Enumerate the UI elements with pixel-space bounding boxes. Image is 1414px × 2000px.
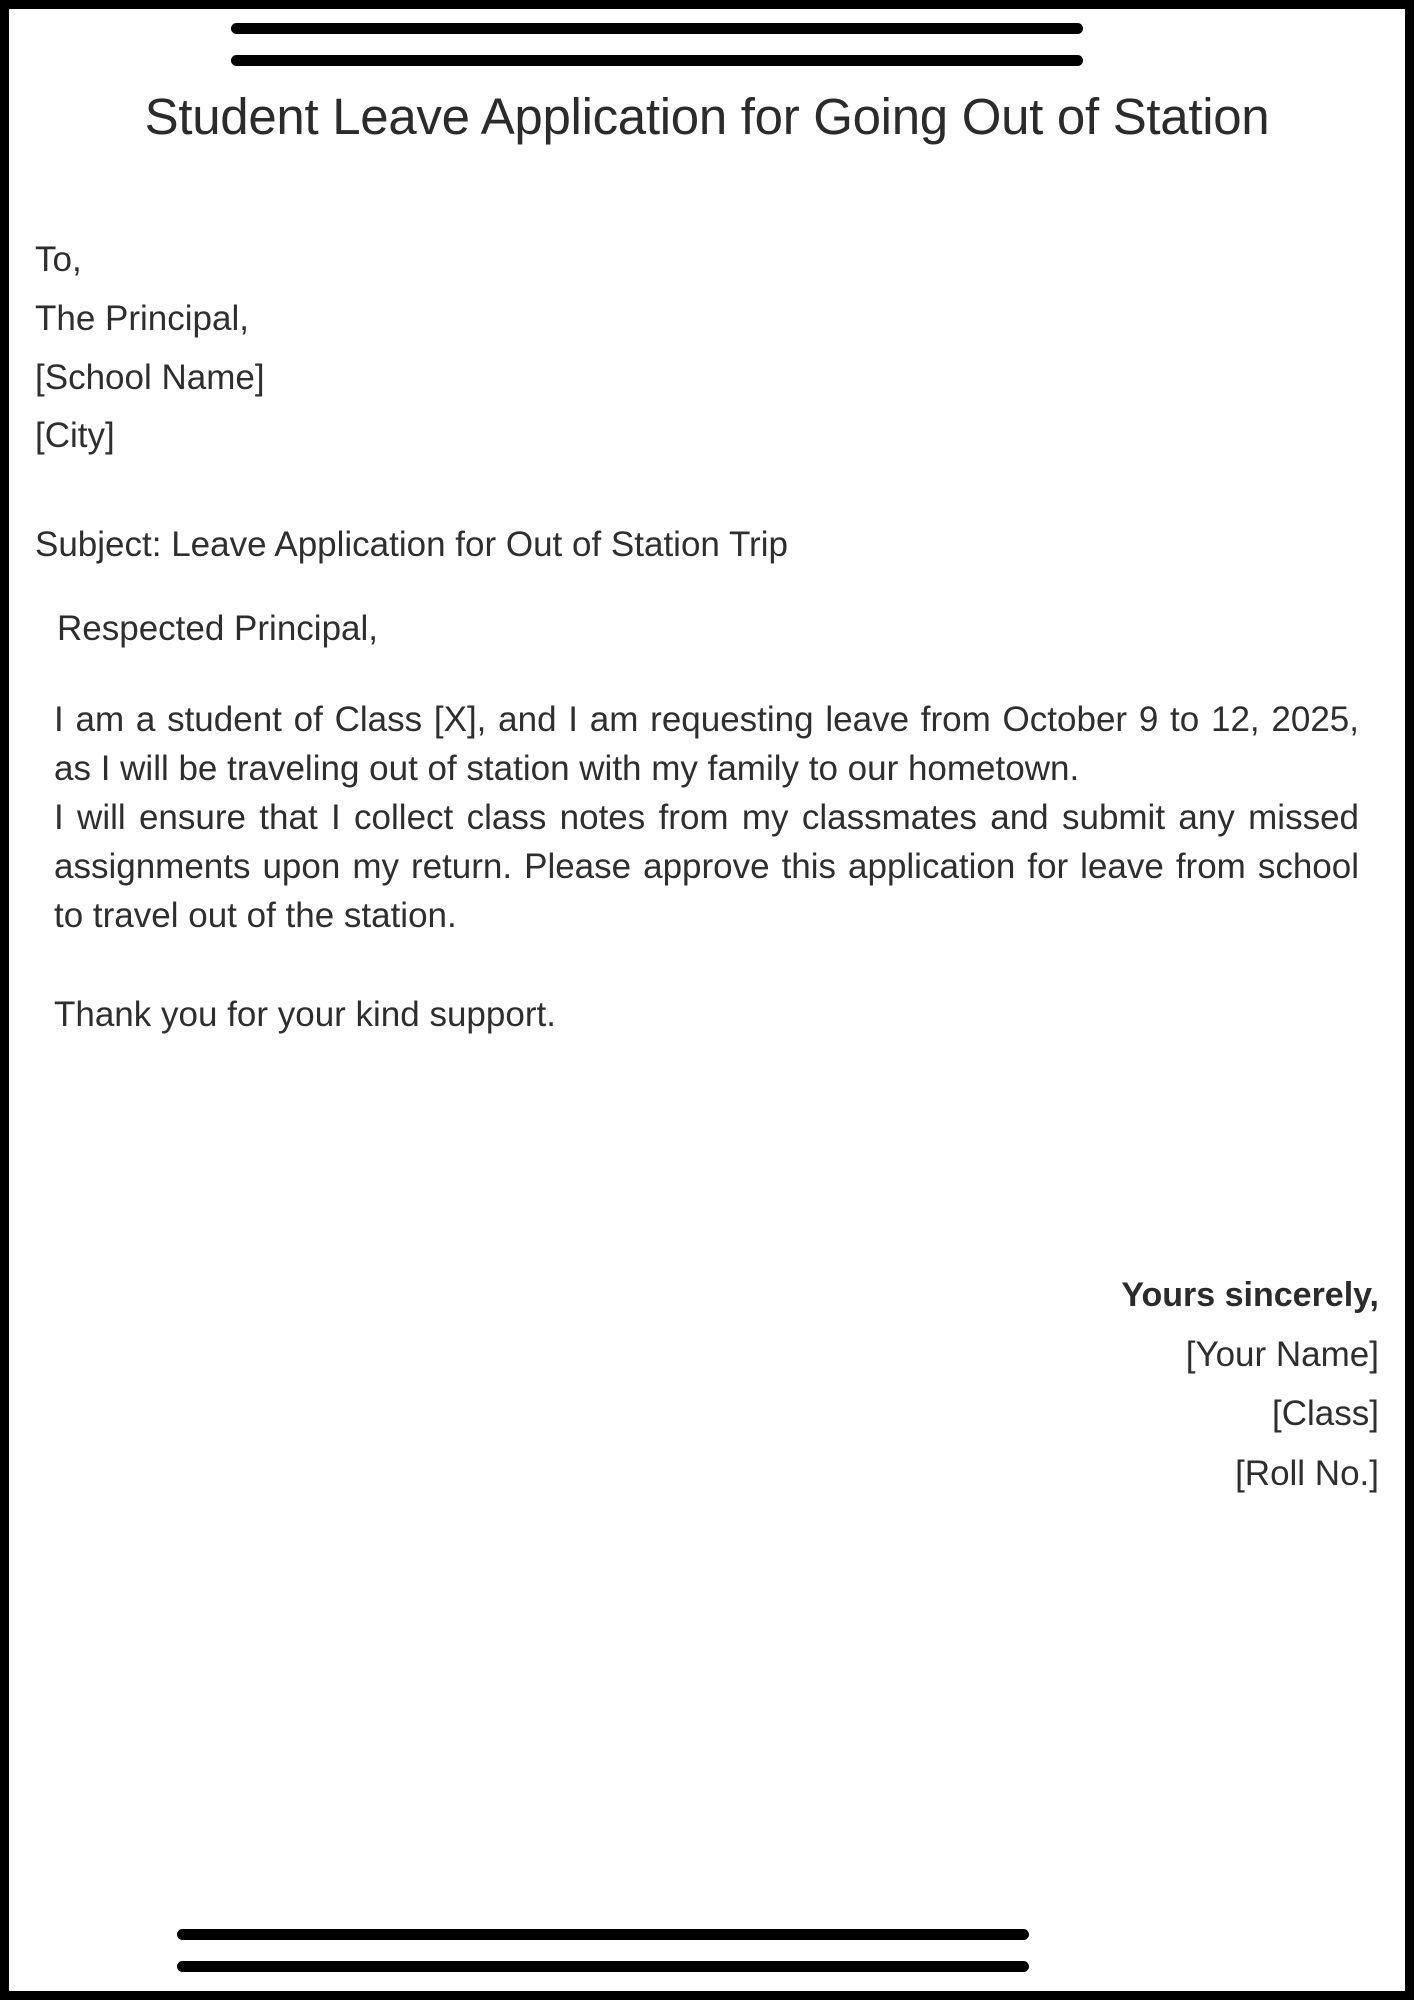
page-title: Student Leave Application for Going Out of Station [144,88,1270,145]
top-rule-2 [231,55,1083,66]
closing-thanks: Thank you for your kind support. [54,995,556,1035]
subject-line: Subject: Leave Application for Out of Station Trip [35,525,788,565]
bottom-rule-1 [177,1929,1029,1940]
signature-class: [Class] [1272,1394,1379,1434]
top-rule-1 [231,23,1083,34]
top-decorative-rules [231,23,1083,66]
recipient-to-label: To, [35,240,82,279]
salutation: Respected Principal, [57,608,378,648]
signature-block [1121,1267,1379,1503]
body-paragraph-1: I am a student of Class [X], and I am requesting leave from October 9 to 12, 2025, as I will be traveling out of station with my family to our hometown. [54,700,1359,789]
spacer-after-address [35,466,1379,522]
signature-roll-no: [Roll No.] [1235,1453,1379,1493]
body-paragraph-2: I will ensure that I collect class notes from my classmates and submit any missed assignments upon my return. Please approve this application for leave from school to travel out of the station. [54,798,1359,936]
letter-body [35,231,1379,1038]
recipient-designation: The Principal, [35,298,249,338]
recipient-school-name: [School Name] [35,357,265,397]
recipient-city: [City] [35,416,115,456]
page-inner [9,9,1405,1991]
bottom-decorative-rules [177,1929,1029,1972]
signature-name: [Your Name] [1185,1334,1379,1374]
signature-valediction: Yours sincerely, [1121,1276,1379,1314]
bottom-rule-2 [177,1961,1029,1972]
